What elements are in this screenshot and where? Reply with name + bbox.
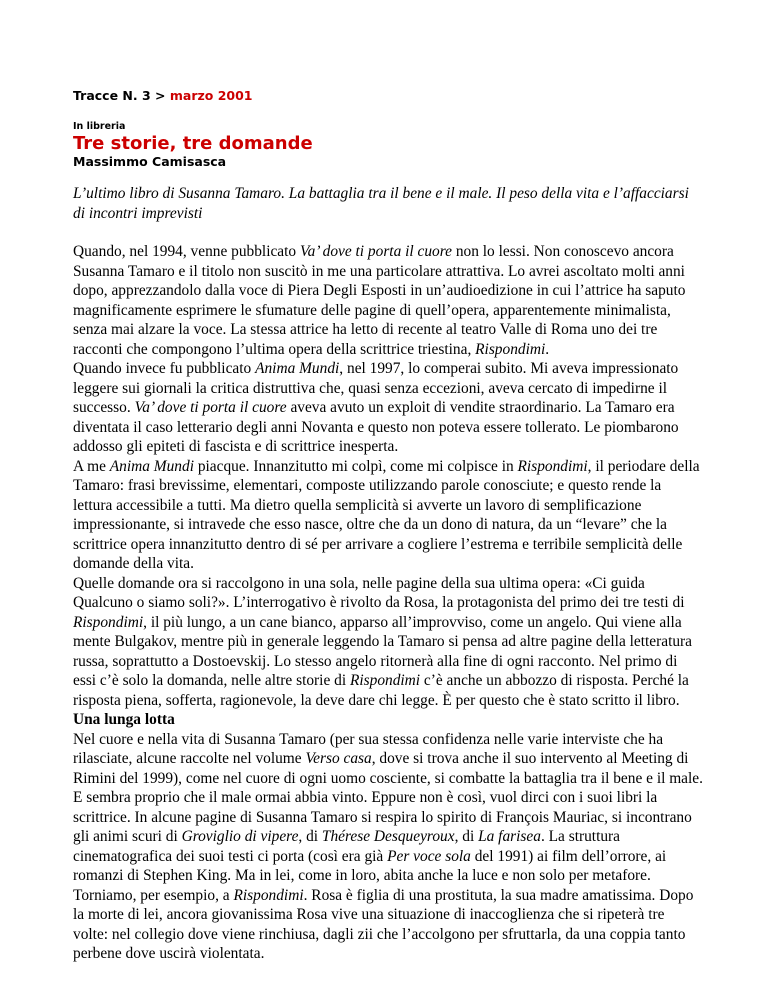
breadcrumb — [73, 88, 703, 104]
article-author: Massimmo Camisasca — [73, 154, 227, 169]
breadcrumb-issue-link[interactable]: Tracce N. 3 — [73, 88, 151, 103]
article — [73, 88, 703, 964]
paragraph: A me Anima Mundi piacque. Innanzitutto mi colpì, come mi colpisce in Rispondimi, il periodare della Tamaro: frasi brevissime, elementari, composte utilizzando parole conosciute; e questo rende la lettura accessibile a tutti. Ma dietro quella semplicità si avverte un lavoro di semplificazione impressionante, si intravede che esso nasce, oltre che da un dono di natura, da un “levare” che la scrittrice opera innanzitutto dentro di sé per arrivare a cogliere l’estrema e terribile semplicità delle domande della vita. — [73, 457, 700, 572]
section-label: In libreria — [73, 121, 126, 132]
article-title: Tre storie, tre domande — [73, 133, 313, 154]
article-lead: L’ultimo libro di Susanna Tamaro. La battaglia tra il bene e il male. Il peso della vita e l’affacciarsi di incontri imprevisti — [73, 185, 689, 222]
paragraph: Quando invece fu pubblicato Anima Mundi, nel 1997, lo comperai subito. Mi aveva impressionato leggere sui giornali la critica distruttiva che, quasi senza eccezioni, aveva cercato di impedirne il successo. Va’ dove ti porta il cuore aveva avuto un exploit di vendite straordinario. La Tamaro era diventata il caso letterario degli anni Novanta e questo non poteva essere tollerato. Le piombarono addosso gli epiteti di fascista e di scrittrice inesperta. — [73, 360, 679, 455]
breadcrumb-separator: > — [150, 88, 170, 103]
breadcrumb-date-link[interactable]: marzo 2001 — [169, 88, 253, 103]
paragraph: Torniamo, per esempio, a Rispondimi. Rosa è figlia di una prostituta, la sua madre amatissima. Dopo la morte di lei, ancora giovanissima Rosa vive una situazione di inaccoglienza che si ripeterà tre volte: nel collegio dove viene rinchiusa, dagli zii che l’accolgono per sfruttarla, da una coppia tanto perbene dove uscirà violentata. — [73, 886, 694, 962]
article-body — [73, 242, 703, 964]
paragraph: Quelle domande ora si raccolgono in una sola, nelle pagine della sua ultima opera: «Ci guida Qualcuno o siamo soli?». L’interrogativo è rivolto da Rosa, la protagonista del primo dei tre testi di Rispondimi, il più lungo, a un cane bianco, apparso all’improvviso, come un angelo. Qui viene alla mente Bulgakov, mentre più in generale leggendo la Tamaro si pensa ad altre pagine della letteratura russa, soprattutto a Dostoevskij. Lo stesso angelo ritornerà alla fine di ogni racconto. Nel primo di essi c’è solo la domanda, nelle altre storie di Rispondimi c’è anche un abbozzo di risposta. Perché la risposta piena, sofferta, ragionevole, la deve dare chi legge. È per questo che è stato scritto il libro. — [73, 574, 693, 709]
paragraph: Quando, nel 1994, venne pubblicato Va’ dove ti porta il cuore non lo lessi. Non conoscevo ancora Susanna Tamaro e il titolo non suscitò in me una particolare attrattiva. Lo avrei ascoltato molti anni dopo, apprezzandolo dalla voce di Piera Degli Esposti in un’audioedizione in cui l’attrice ha saputo magnificamente esprimere le sfumature delle pagine di quell’opera, apparentemente minimalista, senza mai alzare la voce. La stessa attrice ha letto di recente al teatro Valle di Roma uno dei tre racconti che compongono l’ultima opera della scrittrice triestina, Rispondimi. — [73, 243, 686, 358]
subheading: Una lunga lotta — [73, 711, 175, 728]
paragraph: Nel cuore e nella vita di Susanna Tamaro (per sua stessa confidenza nelle varie interviste che ha rilasciate, alcune raccolte nel volume Verso casa, dove si trova anche il suo intervento al Meeting di Rimini del 1999), come nel cuore di ogni uomo cosciente, si combatte la battaglia tra il bene e il male. E sembra proprio che il male ormai abbia vinto. Eppure non è così, vuol dirci con i suoi libri la scrittrice. In alcune pagine di Susanna Tamaro si respira lo spirito di François Mauriac, si incontrano gli animi scuri di Groviglio di vipere, di Thérese Desqueyroux, di La farisea. La struttura cinematografica dei suoi testi ci porta (così era già Per voce sola del 1991) ai film dell’orrore, ai romanzi di Stephen King. Ma in lei, come in loro, abita anche la luce e non solo per metafore. — [73, 730, 703, 884]
